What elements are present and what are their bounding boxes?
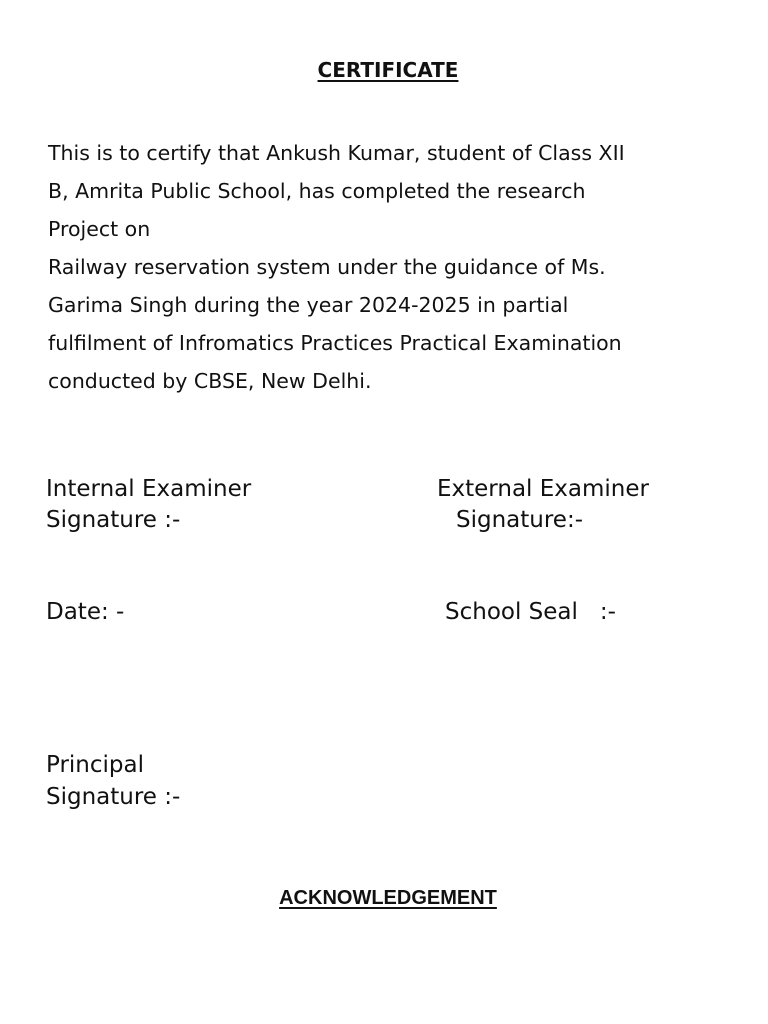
certificate-body: [48, 134, 728, 400]
certificate-line: conducted by CBSE, New Delhi.: [48, 369, 372, 393]
principal-label: Principal: [46, 752, 145, 778]
external-signature-label: Signature:-: [456, 507, 584, 533]
internal-signature-label: Signature :-: [46, 507, 181, 533]
certificate-line: Project on: [48, 217, 151, 241]
certificate-line: Garima Singh during the year 2024-2025 in partial: [48, 293, 569, 317]
certificate-line: Railway reservation system under the guidance of Ms.: [48, 255, 606, 279]
internal-examiner-label: Internal Examiner: [46, 476, 252, 502]
certificate-title: CERTIFICATE: [317, 58, 459, 82]
school-seal-label: School Seal :-: [445, 599, 616, 625]
certificate-line: fulfilment of Infromatics Practices Practical Examination: [48, 331, 622, 355]
external-examiner-label: External Examiner: [437, 476, 649, 502]
certificate-line: B, Amrita Public School, has completed the research: [48, 179, 586, 203]
acknowledgement-title: ACKNOWLEDGEMENT: [279, 887, 497, 909]
date-label: Date: -: [46, 599, 125, 625]
certificate-line: This is to certify that Ankush Kumar, student of Class XII: [48, 141, 625, 165]
principal-signature-label: Signature :-: [46, 784, 181, 810]
